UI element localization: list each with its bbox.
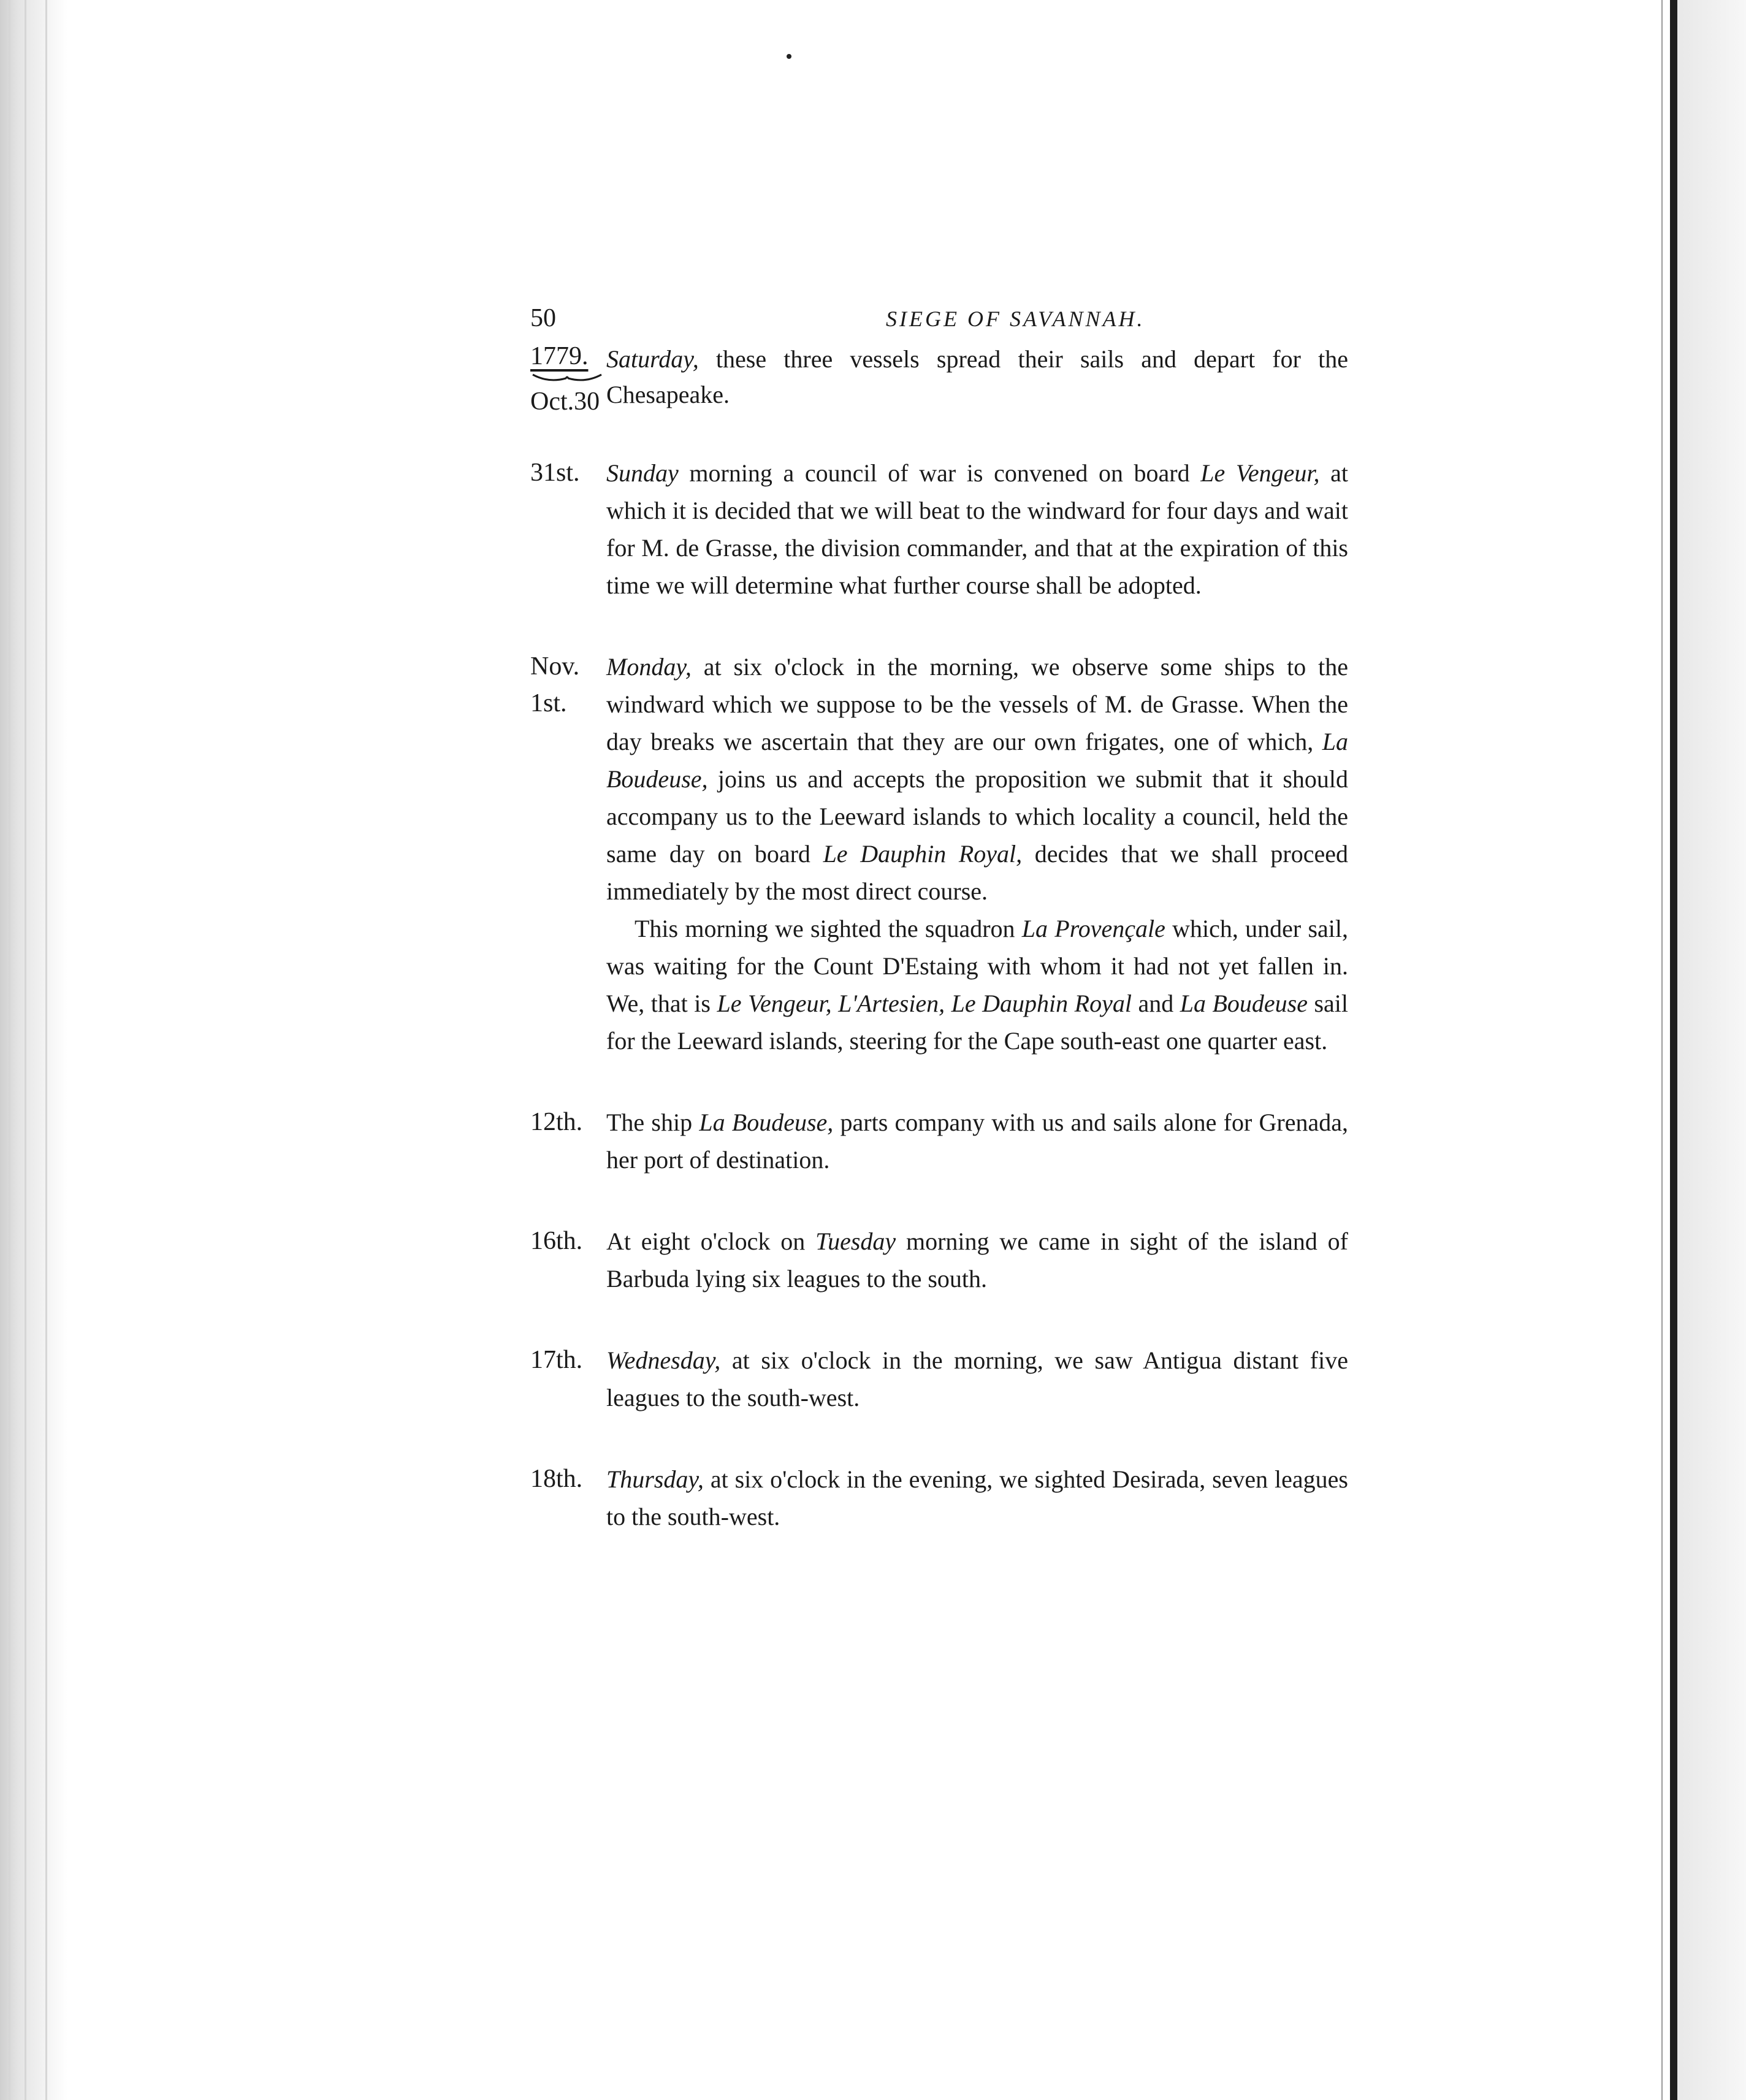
journal-entry — [530, 1223, 1438, 1297]
text-segment: Le Dauphin Royal, — [823, 840, 1023, 868]
entry-text — [606, 1460, 1348, 1535]
text-segment: at which it is decided that we will beat to the windward for four days and wait for M. de Grasse, the division commander, and that at the expiration of this time we will determine what further course shall be adopted. — [606, 459, 1348, 599]
text-segment: Wednesday, — [606, 1346, 721, 1374]
text-segment: parts company with us and sails alone for Grenada, her port of destination. — [606, 1109, 1348, 1174]
page-header — [530, 297, 1438, 340]
gutter-line — [45, 0, 47, 2100]
text-segment: This morning we sighted the squadron — [635, 915, 1022, 942]
entry-date — [530, 648, 604, 722]
journal-entry — [530, 648, 1438, 1060]
entry-text — [606, 648, 1348, 1060]
entry-date: 18th. — [530, 1465, 583, 1493]
entry-text — [606, 1342, 1348, 1416]
journal-entry — [530, 1342, 1438, 1416]
text-segment: La Boudeuse, — [699, 1109, 834, 1136]
journal-entry — [530, 1104, 1438, 1178]
text-segment: La Provençale — [1021, 915, 1165, 942]
brace-icon — [530, 372, 604, 386]
text-segment: Le Vengeur, — [1200, 459, 1320, 487]
ink-speck — [787, 54, 791, 59]
entry-text — [606, 1104, 1348, 1178]
text-segment: at six o'clock in the morning, we saw Antigua distant five leagues to the south-west. — [606, 1346, 1348, 1411]
page-edge-line-thin — [1661, 0, 1663, 2100]
entry-month: Nov. — [530, 652, 580, 681]
journal-entry — [530, 1460, 1438, 1535]
gutter-line — [25, 0, 26, 2100]
text-segment: these three vessels spread their sails and depart for the Chesapeake. — [606, 345, 1348, 408]
document-page — [530, 297, 1438, 1579]
text-segment: Saturday, — [606, 345, 699, 373]
text-segment: Le Vengeur, L'Artesien, Le Dauphin Royal — [717, 990, 1132, 1017]
text-segment: at six o'clock in the evening, we sighted Desirada, seven leagues to the south-west. — [606, 1465, 1348, 1530]
text-segment: Monday, — [606, 653, 692, 681]
entry-text — [606, 340, 1348, 413]
entry-text — [606, 1223, 1348, 1297]
text-segment: sail for the Leeward islands, steering for the Cape south-east one quarter east. — [606, 990, 1349, 1055]
text-segment: Tuesday — [815, 1228, 896, 1255]
page-number: 50 — [530, 304, 556, 332]
journal-entry — [530, 454, 1438, 604]
text-segment: decides that we shall proceed immediately by the most direct course. — [606, 840, 1348, 905]
running-title: SIEGE OF SAVANNAH. — [886, 307, 1145, 331]
text-segment: which, under sail, was waiting for the Count D'Estaing with whom it had not yet fallen in. We, that is — [606, 915, 1349, 1017]
text-segment: Sunday — [606, 459, 679, 487]
text-segment: Thursday, — [606, 1465, 704, 1493]
text-segment: La Boudeuse — [1180, 990, 1308, 1017]
entry-year: 1779. — [530, 342, 589, 370]
entry-day: 1st. — [530, 689, 567, 717]
text-segment: morning we came in sight of the island of Barbuda lying six leagues to the south. — [606, 1228, 1349, 1292]
text-segment: At eight o'clock on — [606, 1228, 816, 1255]
text-segment: La Boudeuse, — [606, 728, 1348, 793]
entry-date: 16th. — [530, 1227, 583, 1255]
journal-entry — [530, 340, 1438, 416]
text-segment: and — [1131, 990, 1180, 1017]
text-segment: joins us and accepts the proposition we submit that it should accompany us to the Leeward islands to which locality a council, held the same day on board — [606, 765, 1348, 868]
date-margin — [530, 340, 616, 418]
entry-date: Oct.30 — [530, 388, 600, 416]
entry-text — [606, 454, 1348, 604]
text-segment: at six o'clock in the morning, we observe some ships to the windward which we suppose to be the vessels of M. de Grasse. When the day breaks we ascertain that they are our own frigates, one of which, — [606, 653, 1348, 755]
page-edge-line — [1670, 0, 1677, 2100]
entry-date: 31st. — [530, 459, 580, 487]
gutter-line — [9, 0, 10, 2100]
text-segment: morning a council of war is convened on board — [678, 459, 1201, 487]
text-segment: The ship — [606, 1109, 700, 1136]
entry-date: 17th. — [530, 1346, 583, 1374]
page-edge-shadow — [1677, 0, 1746, 2100]
entry-date: 12th. — [530, 1108, 583, 1136]
